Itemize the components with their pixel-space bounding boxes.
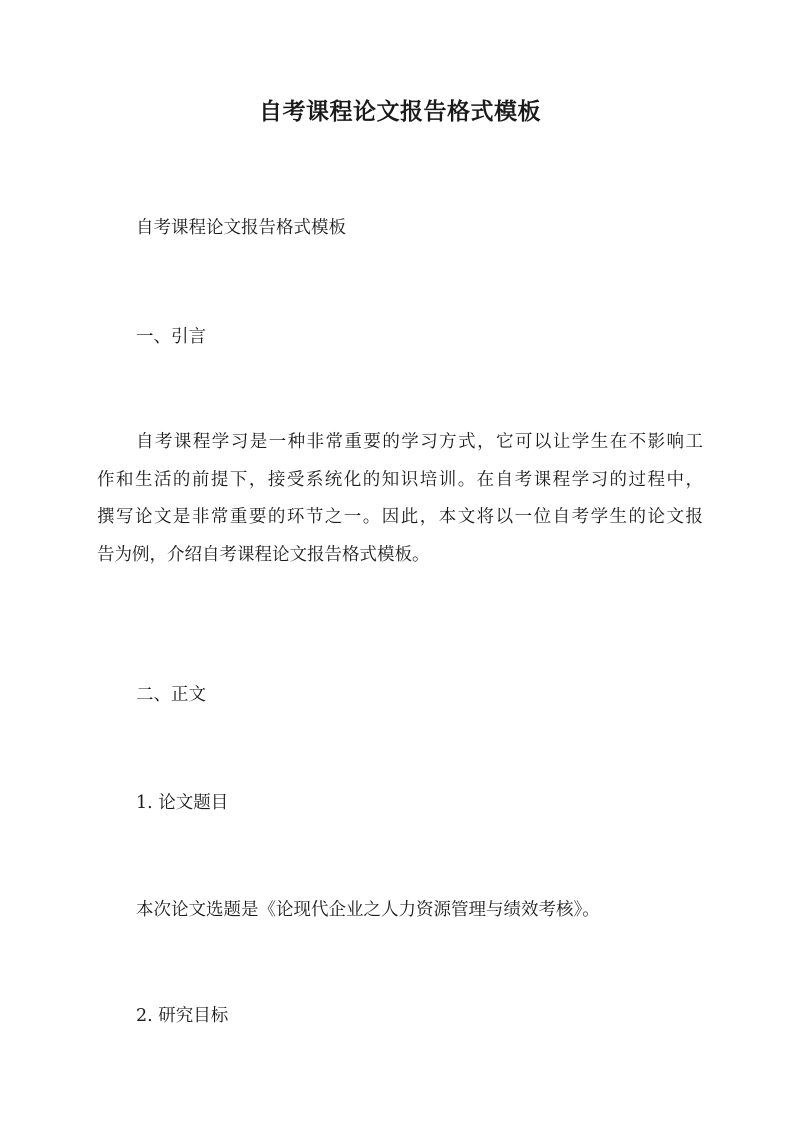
intro-line-3: 撰写论文是非常重要的环节之一。因此，本文将以一位自考学生的论文报	[97, 507, 703, 527]
section-heading-intro: 一、引言	[136, 327, 206, 347]
intro-line-2: 作和生活的前提下，接受系统化的知识培训。在自考课程学习的过程中，	[97, 469, 703, 490]
intro-line-4: 告为例，介绍自考课程论文报告格式模板。	[97, 544, 430, 565]
item-heading-research-goal: 2. 研究目标	[136, 1006, 229, 1026]
thesis-title-text: 本次论文选题是《论现代企业之人力资源管理与绩效考核》。	[136, 900, 600, 920]
section-heading-body: 二、正文	[136, 685, 206, 705]
intro-paragraph	[97, 424, 703, 574]
document-title: 自考课程论文报告格式模板	[259, 98, 541, 125]
item-heading-thesis-title: 1. 论文题目	[136, 793, 229, 813]
document-subtitle: 自考课程论文报告格式模板	[136, 218, 346, 238]
intro-line-1: 自考课程学习是一种非常重要的学习方式，它可以让学生在不影响工	[136, 432, 703, 452]
